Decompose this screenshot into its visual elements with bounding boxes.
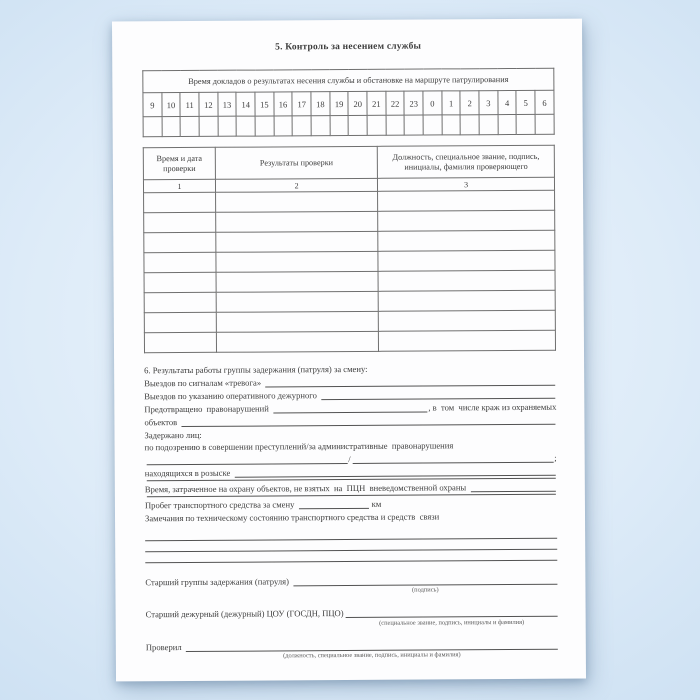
- signature-row: [145, 574, 557, 596]
- form-line-text: Предотвращено правонарушений: [144, 403, 271, 414]
- report-entry-cell: [535, 114, 554, 134]
- fill-in-blank: [234, 465, 555, 478]
- signature-caption: (подпись): [412, 586, 439, 594]
- form-line-text: ;: [554, 453, 557, 464]
- checks-empty-row: [144, 270, 555, 293]
- hour-cell: 5: [516, 90, 535, 114]
- hour-cell: 17: [292, 92, 311, 116]
- form-page: [112, 19, 586, 682]
- hour-cell: 22: [386, 91, 405, 115]
- report-entry-cell: [498, 114, 517, 134]
- checks-empty-cell: [144, 192, 216, 212]
- fill-in-blank: [145, 550, 557, 564]
- checks-col-number: 3: [378, 177, 555, 191]
- checks-empty-row: [144, 310, 555, 333]
- signature-label: Проверил: [145, 641, 184, 653]
- hour-cell: 16: [274, 92, 293, 116]
- checks-empty-cell: [216, 231, 378, 252]
- report-entry-cell: [517, 114, 536, 134]
- signature-caption: (должность, специальное звание, подпись, инициалы и фамилия): [283, 651, 461, 660]
- report-entry-cell: [442, 115, 461, 135]
- form-line-text: км: [369, 498, 382, 509]
- hour-cell: 21: [367, 91, 386, 115]
- checks-empty-cell: [144, 292, 216, 312]
- form-line-text: Замечания по техническому состоянию транспортного средства и средств связи: [144, 511, 440, 524]
- signature-label: Старший группы задержания (патруля): [145, 576, 292, 588]
- hour-cell: 19: [330, 91, 349, 115]
- hour-cell: 9: [143, 93, 162, 117]
- fill-in-blank: [181, 413, 555, 426]
- form-content: [112, 19, 586, 661]
- hour-cell: 3: [479, 91, 498, 115]
- checks-empty-row: [144, 250, 555, 273]
- hour-cell: 15: [255, 92, 274, 116]
- checks-empty-cell: [216, 211, 378, 232]
- checks-empty-cell: [144, 232, 216, 252]
- form-line-text: объектов: [144, 416, 180, 427]
- checks-empty-cell: [379, 310, 556, 331]
- fill-in-blank: [147, 453, 351, 465]
- hour-cell: 18: [311, 92, 330, 116]
- fill-in-blank: [353, 452, 557, 464]
- report-entry-cell: [274, 116, 293, 136]
- fill-in-blank: [265, 375, 555, 388]
- checks-empty-cell: [144, 312, 216, 332]
- form-title: 5. Контроль за несением службы: [275, 41, 422, 53]
- form-line-text: Задержано лиц:: [144, 429, 202, 440]
- signature-row: [146, 606, 558, 628]
- form-line-text: , в том числе краж из охраняемых: [428, 401, 557, 413]
- checks-empty-row: [144, 230, 555, 253]
- checks-empty-cell: [378, 230, 555, 251]
- fill-in-blank: [273, 401, 427, 413]
- form-line-text: по подозрению в совершении преступлений/за административные правонарушения: [144, 440, 454, 453]
- report-entry-cell: [348, 115, 367, 135]
- checks-empty-cell: [144, 332, 216, 352]
- hour-cell: 11: [180, 92, 199, 116]
- hour-cell: 4: [498, 90, 517, 114]
- fill-in-blank: [298, 498, 368, 509]
- checks-empty-cell: [144, 272, 216, 292]
- report-entry-cell: [460, 115, 479, 135]
- remarks-blank-lines: [145, 528, 557, 564]
- form-line-text: /: [348, 454, 351, 465]
- section6-heading: 6. Результаты работы группы задержания (патруля) за смену:: [144, 363, 368, 376]
- hour-cell: 1: [442, 91, 461, 115]
- signature-block: [145, 574, 558, 661]
- report-entry-cell: [423, 115, 442, 135]
- form-line-text: Выездов по указанию оперативного дежурного: [144, 389, 320, 402]
- checks-table: [143, 145, 556, 354]
- section6-lines: [144, 375, 557, 525]
- signature-caption: (специальное звание, подпись, инициалы и фамилия): [379, 618, 525, 627]
- checks-empty-cell: [378, 290, 555, 311]
- report-entry-cell: [330, 115, 349, 135]
- hour-cell: 23: [404, 91, 423, 115]
- hour-cell: 12: [199, 92, 218, 116]
- hours-row: [143, 90, 554, 117]
- report-entry-cell: [143, 117, 162, 137]
- checks-empty-cell: [378, 270, 555, 291]
- signature-row: [146, 639, 558, 661]
- checks-empty-cell: [216, 251, 378, 272]
- checks-col-official-header: Должность, специальное звание, подпись, инициалы, фамилия проверяющего: [378, 145, 555, 178]
- signature-field: [186, 639, 558, 661]
- report-entry-cell: [162, 117, 181, 137]
- checks-empty-row: [144, 330, 555, 353]
- checks-empty-row: [144, 290, 555, 313]
- report-entry-cell: [199, 116, 218, 136]
- checks-empty-cell: [144, 252, 216, 272]
- fill-in-blank: [321, 388, 555, 400]
- report-entry-cell: [292, 116, 311, 136]
- patrol-reports-table: [142, 68, 554, 138]
- checks-col-number: 2: [215, 178, 377, 192]
- report-entry-cell: [367, 115, 386, 135]
- report-entry-cell: [180, 116, 199, 136]
- checks-empty-row: [144, 190, 555, 213]
- fill-in-blank: [470, 481, 556, 492]
- checks-col-time-header: Время и дата проверки: [143, 147, 215, 179]
- checks-header-row: [143, 145, 554, 180]
- form-line-text: Пробег транспортного средства за смену: [144, 499, 297, 511]
- report-entry-cell: [311, 116, 330, 136]
- hour-cell: 13: [218, 92, 237, 116]
- form-line: [145, 510, 557, 525]
- hour-cell: 10: [162, 93, 181, 117]
- checks-col-number: 1: [143, 179, 215, 192]
- signature-field: [293, 574, 557, 595]
- report-entry-cell: [236, 116, 255, 136]
- checks-empty-cell: [216, 311, 378, 332]
- signature-field: [346, 606, 558, 627]
- hour-cell: 6: [535, 90, 554, 114]
- checks-empty-cell: [378, 210, 555, 231]
- reports-table-header: Время докладов о результатах несения службы и обстановке на маршруте патрулирования: [143, 68, 554, 93]
- checks-col-results-header: Результаты проверки: [215, 146, 378, 179]
- form-line-text: Время, затраченное на охрану объектов, не взятых на ПЦН вневедомственной охраны: [144, 482, 469, 495]
- checks-empty-cell: [216, 291, 378, 312]
- hour-cell: 14: [236, 92, 255, 116]
- hour-cell: 20: [348, 91, 367, 115]
- report-entry-cell: [386, 115, 405, 135]
- form-line-text: находящихся в розыске: [144, 467, 233, 479]
- checks-empty-cell: [144, 212, 216, 232]
- form-line-text: Выездов по сигналам «тревога»: [144, 377, 264, 389]
- checks-empty-cell: [378, 250, 555, 271]
- report-entry-cell: [255, 116, 274, 136]
- results-section: [144, 362, 558, 661]
- checks-empty-cell: [379, 330, 556, 351]
- report-entry-cell: [479, 115, 498, 135]
- hour-cell: 0: [423, 91, 442, 115]
- checks-empty-cell: [216, 331, 378, 352]
- hour-cell: 2: [460, 91, 479, 115]
- reports-header-row: [143, 68, 554, 93]
- report-entry-cell: [218, 116, 237, 136]
- signature-label: Старший дежурный (дежурный) ЦОУ (ГОСДН, ПЦО): [145, 608, 344, 620]
- checks-empty-cell: [216, 271, 378, 292]
- checks-empty-row: [144, 210, 555, 233]
- report-entry-cell: [404, 115, 423, 135]
- checks-empty-cell: [378, 190, 555, 211]
- report-entries-row: [143, 114, 554, 137]
- checks-empty-cell: [215, 191, 377, 212]
